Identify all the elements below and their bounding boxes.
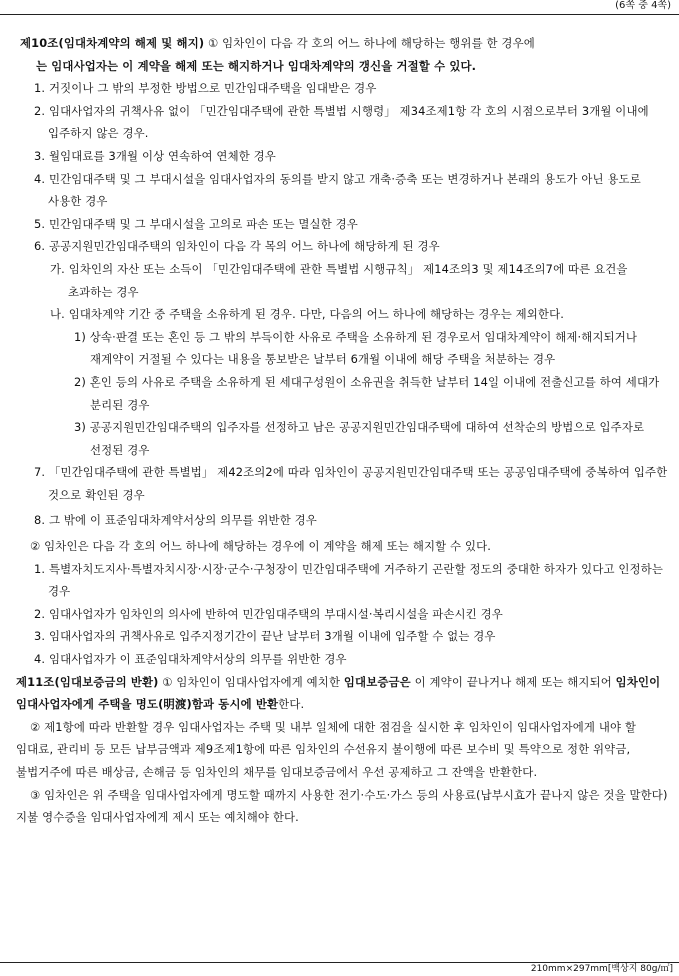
article-10-item-7: 7. 「민간임대주택에 관한 특별법」 제42조의2에 따라 임차인이 공공지원민간임대주택 또는 공공임대주택에 중복하여 입주한 것으로 확인된 경우	[34, 465, 668, 502]
article-10-p2-item-3: 3. 임대사업자의 귀책사유로 입주지정기간이 끝난 날부터 3개월 이내에 입주할 수 없는 경우	[34, 629, 496, 644]
article-11-p1-text-e: 한다.	[278, 697, 305, 712]
article-11-p1-text-a: ① 임차인이 임대사업자에게 예치한	[158, 674, 344, 689]
article-10-p2-item-2: 2. 임대사업자가 임차인의 의사에 반하여 민간임대주택의 부대시설·복리시설을 파손시킨 경우	[34, 606, 503, 621]
article-10-item-1: 1. 거짓이나 그 밖의 부정한 방법으로 민간임대주택을 임대받은 경우	[34, 81, 377, 96]
bottom-divider	[0, 962, 679, 963]
article-10-subsubitem-2: 2) 혼인 등의 사유로 주택을 소유하게 된 세대구성원이 소유권을 취득한 날부터 14일 이내에 전출신고를 하여 세대가 분리된 경우	[74, 374, 660, 412]
article-10-subsubitem-3: 3) 공공지원민간임대주택의 입주자를 선정하고 남은 공공지원민간임대주택에 대하여 선착순의 방법으로 입주자로 선정된 경우	[74, 420, 645, 457]
article-10-item-4: 4. 민간임대주택 및 그 부대시설을 임대사업자의 동의를 받지 않고 개축·증축 또는 변경하거나 본래의 용도가 아닌 용도로 사용한 경우	[34, 171, 641, 209]
article-10-paragraph-2: ② 임차인은 다음 각 호의 어느 하나에 해당하는 경우에 이 계약을 해제 또는 해지할 수 있다.	[30, 539, 492, 554]
document-body	[16, 32, 671, 829]
top-divider	[0, 14, 679, 15]
article-10-p2-item-1: 1. 특별자치도지사·특별자치시장·시장·군수·구청장이 민간임대주택에 거주하기 곤란할 정도의 중대한 하자가 있다고 인정하는 경우	[34, 561, 664, 599]
article-10-item-3: 3. 월임대료를 3개월 이상 연속하여 연체한 경우	[34, 148, 276, 163]
article-10-intro	[16, 32, 671, 55]
article-11-p1-text-d: 임차인이 임대사업자에게 주택을 명도(明渡)함과 동시에 반환	[16, 674, 661, 712]
article-11-paragraph-1	[16, 671, 671, 716]
article-10-subsubitem-1: 1) 상속·판결 또는 혼인 등 그 밖의 부득이한 사유로 주택을 소유하게 된 경우로서 임대차계약이 해제·해지되거나 재계약이 거절될 수 있다는 내용을 통보받은 날부터 6개월 이내에 해당 주택을 처분하는 경우	[74, 329, 638, 367]
article-10-item-2: 2. 임대사업자의 귀책사유 없이 「민간임대주택에 관한 특별법 시행령」 제34조제1항 각 호의 시점으로부터 3개월 이내에 입주하지 않은 경우.	[34, 103, 649, 141]
paper-spec-footer: 210mm×297mm[백상지 80g/㎡]	[530, 964, 673, 974]
article-10-intro-text: ① 임차인이 다음 각 호의 어느 하나에 해당하는 행위를 한 경우에	[204, 36, 535, 50]
page-indicator: (6쪽 중 4쪽)	[615, 0, 671, 11]
article-11-paragraph-3: ③ 임차인은 위 주택을 임대사업자에게 명도할 때까지 사용한 전기·수도·가스 등의 사용료(납부시효가 끝나지 않은 것을 말한다) 지불 영수증을 임대사업자에게 제시 또는 예치해야 한다.	[16, 787, 668, 825]
article-10-subitem-ga: 가. 임차인의 자산 또는 소득이 「민간임대주택에 관한 특별법 시행규칙」 제14조의3 및 제14조의7에 따른 요건을 초과하는 경우	[50, 261, 628, 299]
article-10-item-6: 6. 공공지원민간임대주택의 임차인이 다음 각 목의 어느 하나에 해당하게 된 경우	[34, 239, 440, 254]
article-11-p1-text-c: 이 계약이 끝나거나 해제 또는 해지되어	[410, 674, 616, 689]
article-10-subitem-na: 나. 임대차계약 기간 중 주택을 소유하게 된 경우. 다만, 다음의 어느 하나에 해당하는 경우는 제외한다.	[50, 307, 565, 322]
article-10-intro-line2: 는 임대사업자는 이 계약을 해제 또는 해지하거나 임대차계약의 갱신을 거절할 수 있다.	[36, 58, 477, 73]
article-10-p2-item-4: 4. 임대사업자가 이 표준임대차계약서상의 의무를 위반한 경우	[34, 652, 347, 667]
article-10-item-8: 8. 그 밖에 이 표준임대차계약서상의 의무를 위반한 경우	[34, 513, 317, 528]
article-11-paragraph-2: ② 제1항에 따라 반환할 경우 임대사업자는 주택 및 내부 일체에 대한 점검을 실시한 후 임차인이 임대사업자에게 내야 할 임대료, 관리비 등 모든 납부금액과 제9조제1항에 따른 임차인의 수선유지 불이행에 따른 보수비 및 특약으로 정한 위약금, 불법거주에 따른 배상금, 손해금 등 임차인의 채무를 임대보증금에서 우선 공제하고 그 잔액을 반환한다.	[16, 719, 637, 779]
article-10-item-5: 5. 민간임대주택 및 그 부대시설을 고의로 파손 또는 멸실한 경우	[34, 216, 358, 231]
article-10-title: 제10조(임대차계약의 해제 및 해지)	[20, 36, 205, 50]
article-11-p1-text-b: 임대보증금은	[343, 674, 411, 689]
article-11-title: 제11조(임대보증금의 반환)	[16, 674, 159, 689]
